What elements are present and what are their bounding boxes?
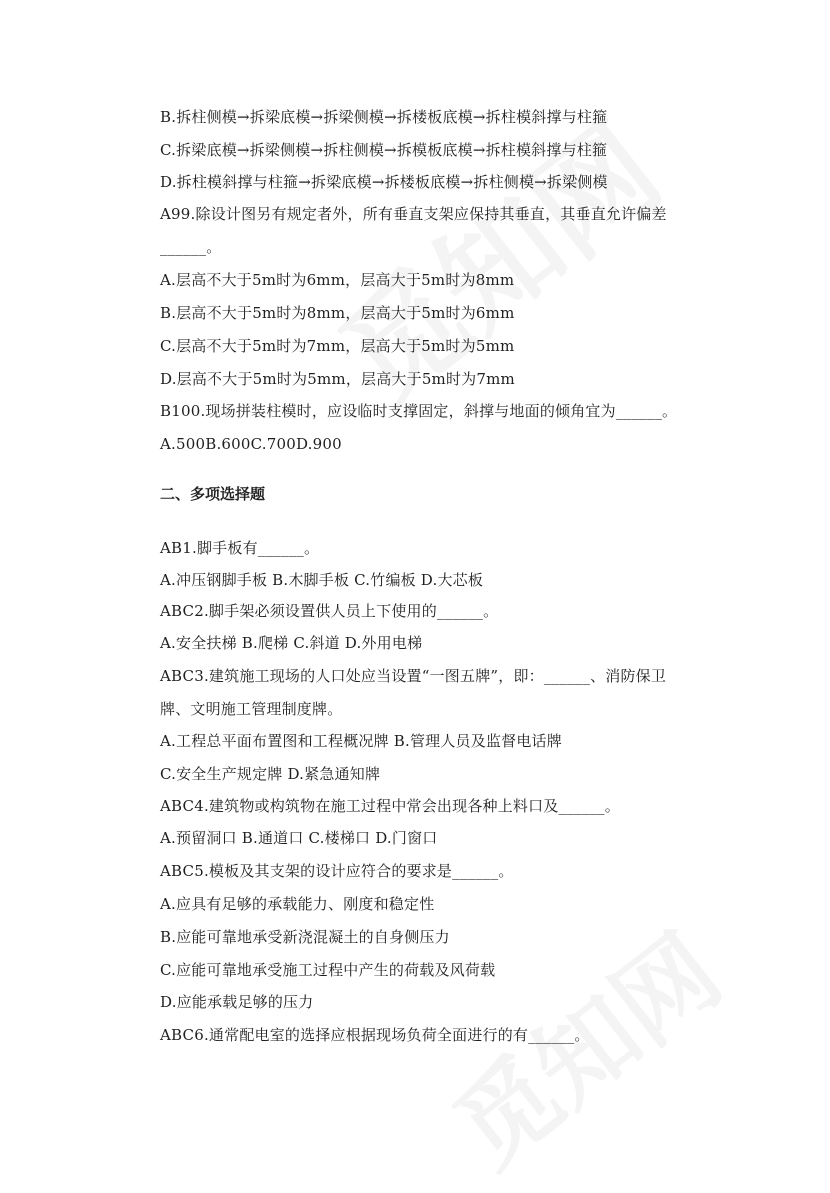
option-line: D.层高不大于5m时为5mm，层高大于5m时为7mm [160, 370, 515, 388]
question-line: 牌、文明施工管理制度牌。 [160, 700, 343, 718]
option-line: A.500B.600C.700D.900 [160, 435, 342, 453]
question-line: B100.现场拼装柱模时，应设临时支撑固定，斜撑与地面的倾角宜为______。 [160, 402, 678, 420]
option-line: B.层高不大于5m时为8mm，层高大于5m时为6mm [160, 304, 515, 322]
option-line: A.预留洞口 B.通道口 C.楼梯口 D.门窗口 [160, 829, 438, 847]
option-line: D.应能承载足够的压力 [160, 993, 314, 1011]
question-line: ABC5.模板及其支架的设计应符合的要求是______。 [160, 862, 514, 880]
option-line: C.层高不大于5m时为7mm，层高大于5m时为5mm [160, 337, 515, 355]
option-line: D.拆柱模斜撑与柱箍→拆梁底模→拆楼板底模→拆柱侧模→拆梁侧模 [160, 173, 608, 191]
question-line: ABC4.建筑物或构筑物在施工过程中常会出现各种上料口及______。 [160, 797, 620, 815]
option-line: C.拆梁底模→拆梁侧模→拆柱侧模→拆模板底模→拆柱模斜撑与柱箍 [160, 141, 608, 159]
question-line: ______。 [160, 238, 222, 256]
option-line: C.安全生产规定牌 D.紧急通知牌 [160, 765, 381, 783]
option-line: C.应能可靠地承受施工过程中产生的荷载及风荷载 [160, 961, 496, 979]
question-line: ABC6.通常配电室的选择应根据现场负荷全面进行的有______。 [160, 1026, 590, 1044]
option-line: A.层高不大于5m时为6mm，层高大于5m时为8mm [160, 271, 515, 289]
option-line: A.安全扶梯 B.爬梯 C.斜道 D.外用电梯 [160, 634, 423, 652]
option-line: A.冲压钢脚手板 B.木脚手板 C.竹编板 D.大芯板 [160, 571, 484, 589]
option-line: A.工程总平面布置图和工程概况牌 B.管理人员及监督电话牌 [160, 732, 562, 750]
option-line: A.应具有足够的承载能力、刚度和稳定性 [160, 895, 435, 913]
question-line: ABC2.脚手架必须设置供人员上下使用的______。 [160, 602, 499, 620]
option-line: B.应能可靠地承受新浇混凝土的自身侧压力 [160, 928, 450, 946]
question-line: AB1.脚手板有______。 [160, 539, 320, 557]
question-line: ABC3.建筑施工现场的人口处应当设置“一图五牌”，即：______、消防保卫 [160, 667, 667, 685]
section-heading: 二、多项选择题 [160, 485, 266, 503]
question-line: A99.除设计图另有规定者外，所有垂直支架应保持其垂直，其垂直允许偏差 [160, 205, 667, 223]
option-line: B.拆柱侧模→拆梁底模→拆梁侧模→拆楼板底模→拆柱模斜撑与柱箍 [160, 108, 608, 126]
